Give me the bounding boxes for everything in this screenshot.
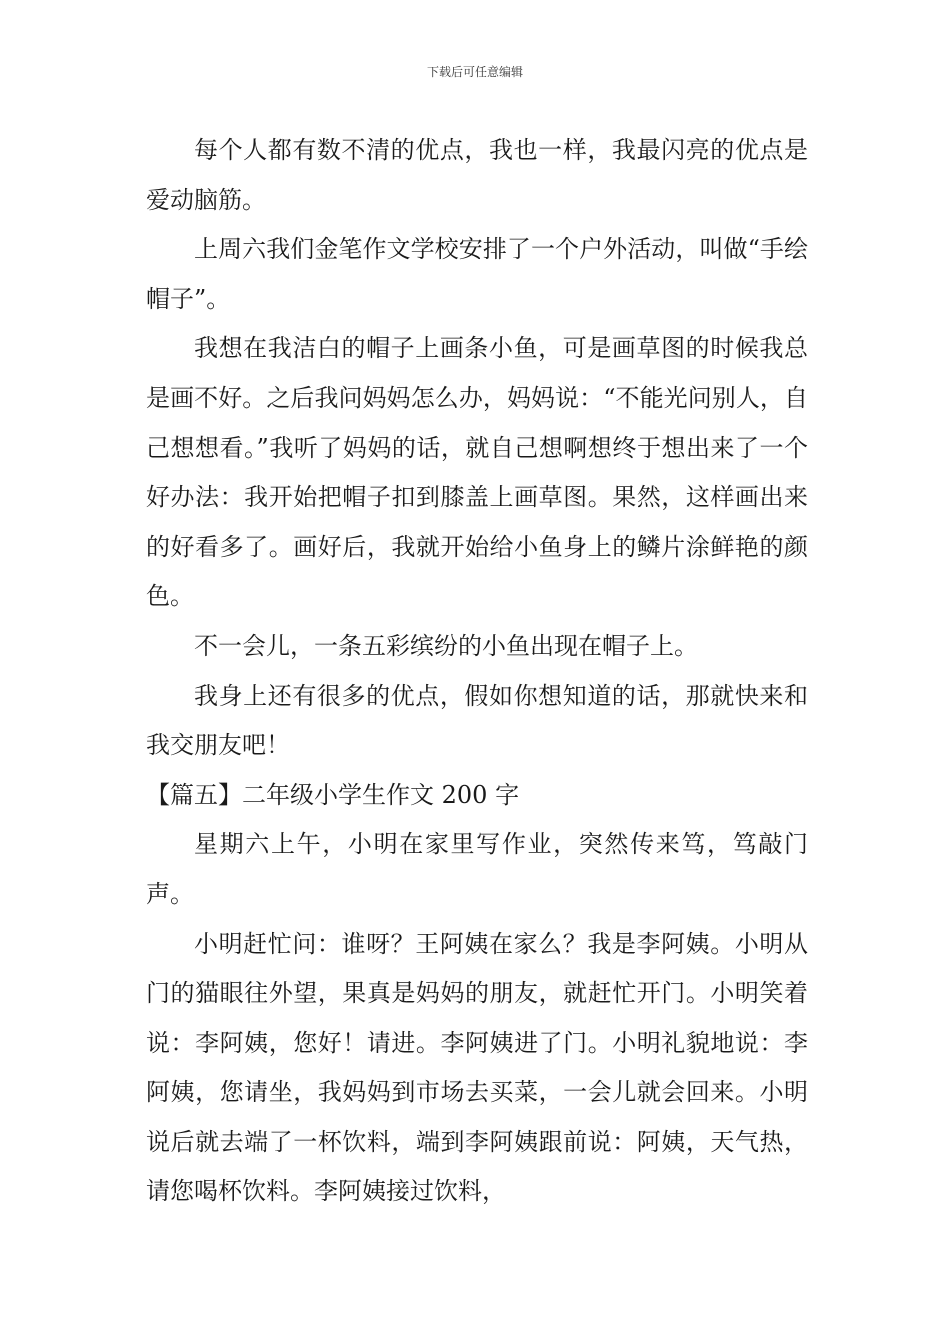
paragraph: 不一会儿，一条五彩缤纷的小鱼出现在帽子上。	[194, 631, 698, 660]
paragraph: 小明赶忙问：谁呀？王阿姨在家么？我是李阿姨。小明从门的猫眼往外望，果真是妈妈的朋友，就赶忙开门。小明笑着说：李阿姨，您好！请进。李阿姨进了门。小明礼貌地说：李阿姨，您请坐，我妈妈到市场去买菜，一会儿就会回来。小明说后就去端了一杯饮料，端到李阿姨跟前说：阿姨，天气热，请您喝杯饮料。李阿姨接过饮料，	[146, 929, 808, 1206]
paragraph: 我身上还有很多的优点，假如你想知道的话，那就快来和我交朋友吧！	[146, 681, 808, 760]
paragraph: 星期六上午，小明在家里写作业，突然传来笃，笃敲门声。	[146, 830, 808, 908]
document-body	[146, 126, 808, 1217]
page-header: 下载后可任意编辑	[426, 65, 523, 79]
paragraph: 每个人都有数不清的优点，我也一样，我最闪亮的优点是爱动脑筋。	[146, 136, 808, 214]
paragraph: 我想在我洁白的帽子上画条小鱼，可是画草图的时候我总是画不好。之后我问妈妈怎么办，妈妈说：“不能光问别人，自己想想看。”我听了妈妈的话，就自己想啊想终于想出来了一个好办法：我开始把帽子扣到膝盖上画草图。果然，这样画出来的好看多了。画好后，我就开始给小鱼身上的鳞片涂鲜艳的颜色。	[146, 334, 808, 611]
section-heading: 【篇五】二年级小学生作文 200 字	[146, 780, 520, 809]
paragraph: 上周六我们金笔作文学校安排了一个户外活动，叫做“手绘帽子”。	[146, 235, 808, 313]
